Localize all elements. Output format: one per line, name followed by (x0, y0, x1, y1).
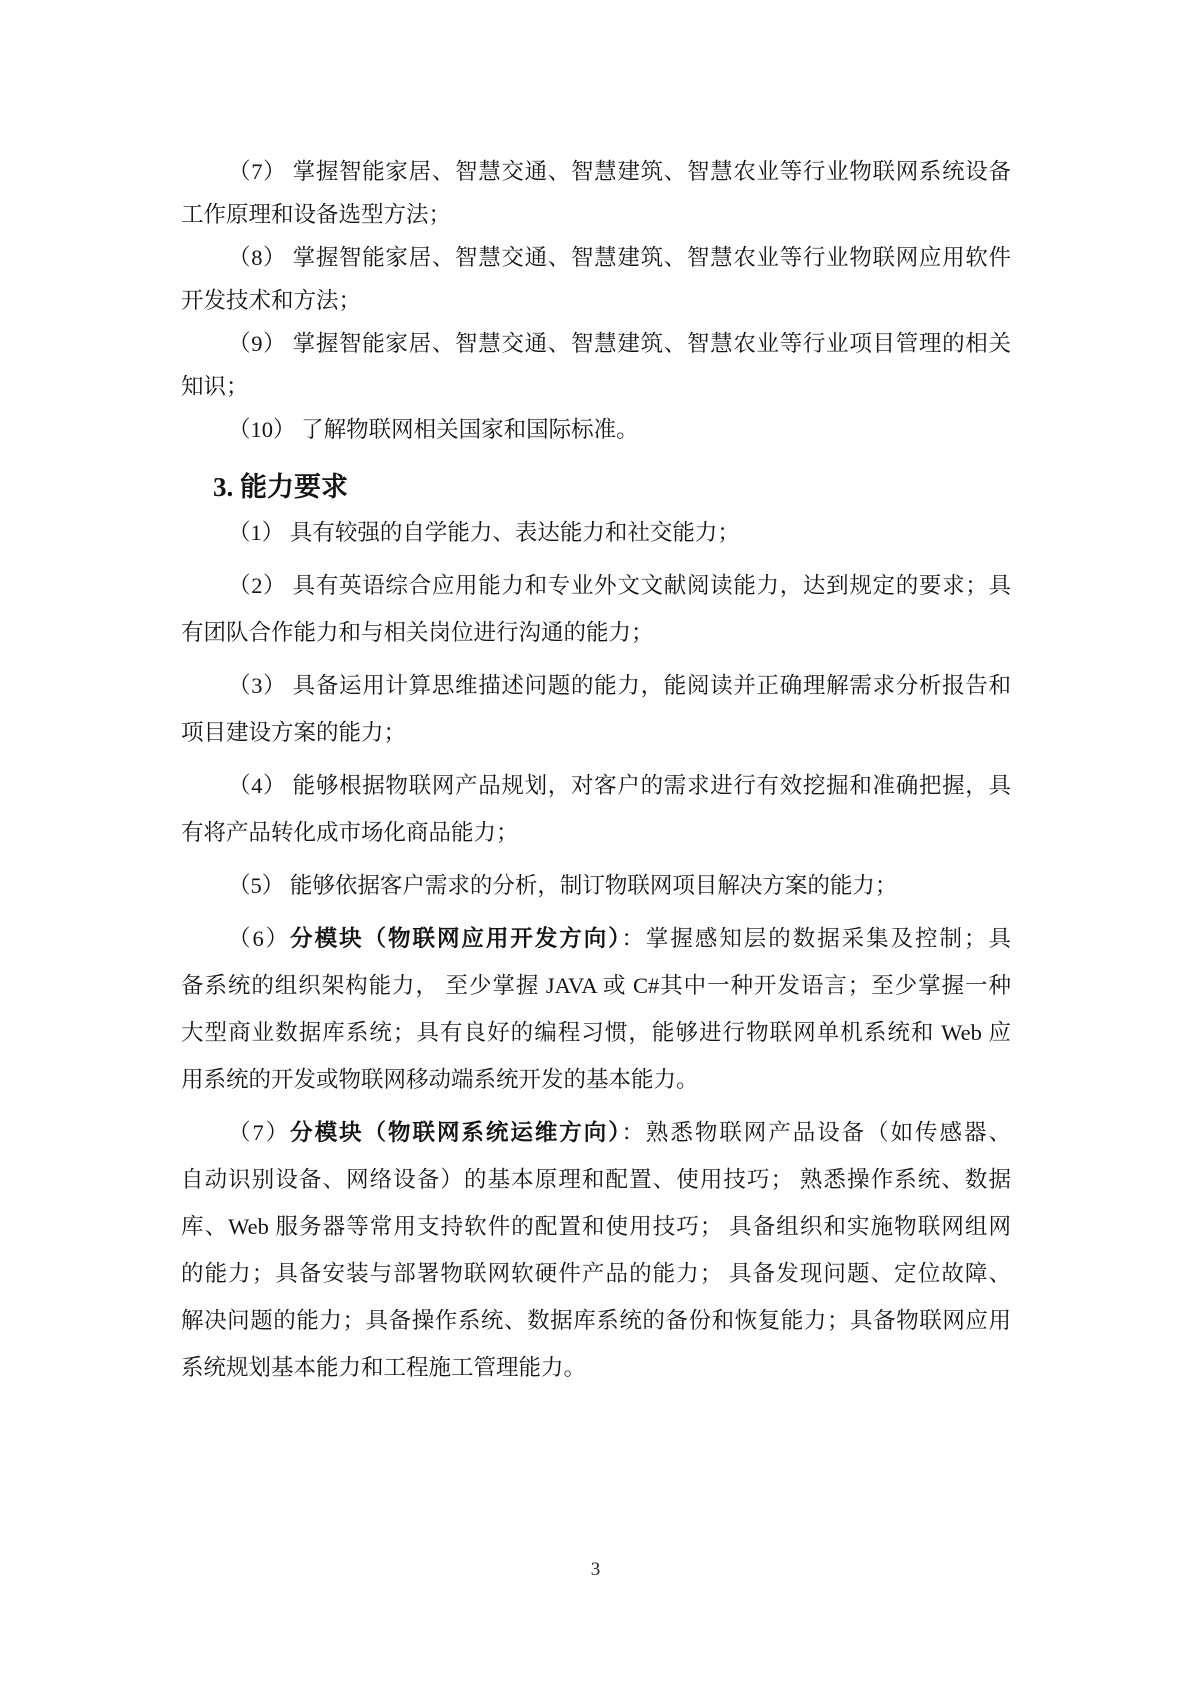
text-line: （1） 具有较强的自学能力、表达能力和社交能力； (228, 520, 740, 545)
text-line: 备系统的组织架构能力， 至少掌握 JAVA 或 C#其中一种开发语言；至少掌握一种 (181, 973, 1011, 998)
ability-item-7 (181, 1109, 1011, 1391)
text-line: 的能力；具备安装与部署物联网软硬件产品的能力； 具备发现问题、定位故障、 (181, 1261, 1011, 1286)
text-run: ：掌握感知层的数据采集及控制；具 (621, 926, 1011, 951)
section-heading: 3. 能力要求 (213, 472, 348, 502)
text-line (181, 1109, 1011, 1156)
page-number: 3 (590, 1559, 601, 1580)
text-line: 库、Web 服务器等常用支持软件的配置和使用技巧； 具备组织和实施物联网组网 (181, 1214, 1011, 1239)
ability-item-6 (181, 915, 1011, 1103)
knowledge-item-7 (181, 150, 1011, 236)
ability-section (181, 509, 1011, 1391)
text-run: ：熟悉物联网产品设备（如传感器、 (621, 1120, 1011, 1145)
text-line: （9） 掌握智能家居、智慧交通、智慧建筑、智慧农业等行业项目管理的相关 (228, 331, 1011, 356)
text-line: 有将产品转化成市场化商品能力； (181, 820, 519, 845)
text-line: 自动识别设备、网络设备）的基本原理和配置、使用技巧； 熟悉操作系统、数据 (181, 1167, 1011, 1192)
text-line: （7） 掌握智能家居、智慧交通、智慧建筑、智慧农业等行业物联网系统设备 (228, 159, 1011, 184)
text-line: （2） 具有英语综合应用能力和专业外文文献阅读能力，达到规定的要求；具 (228, 573, 1011, 598)
ability-item-4 (181, 762, 1011, 856)
ability-item-1 (181, 509, 1011, 556)
ability-item-3 (181, 662, 1011, 756)
document-body (181, 150, 1011, 1391)
text-line: 有团队合作能力和与相关岗位进行沟通的能力； (181, 620, 654, 645)
text-line: （3） 具备运用计算思维描述问题的能力，能阅读并正确理解需求分析报告和 (228, 673, 1011, 698)
knowledge-item-10 (181, 408, 1011, 451)
text-line: 大型商业数据库系统；具有良好的编程习惯，能够进行物联网单机系统和 Web 应 (181, 1020, 1011, 1045)
text-line: （10） 了解物联网相关国家和国际标准。 (228, 417, 639, 442)
text-line: 用系统的开发或物联网移动端系统开发的基本能力。 (181, 1067, 699, 1092)
text-line: 开发技术和方法； (181, 288, 362, 313)
module-label: 分模块（物联网系统运维方向） (290, 1120, 622, 1145)
text-line: 工作原理和设备选型方法； (181, 202, 452, 227)
text-line (181, 915, 1011, 962)
ability-item-5 (181, 862, 1011, 909)
text-line: 系统规划基本能力和工程施工管理能力。 (181, 1355, 587, 1380)
text-line: 知识； (181, 374, 249, 399)
item-number: （7） (228, 1120, 291, 1145)
ability-item-2 (181, 562, 1011, 656)
item-number: （6） (228, 926, 291, 951)
text-line: （4） 能够根据物联网产品规划，对客户的需求进行有效挖掘和准确把握，具 (228, 773, 1011, 798)
module-label: 分模块（物联网应用开发方向） (290, 926, 622, 951)
text-line: 项目建设方案的能力； (181, 720, 407, 745)
text-line: 解决问题的能力；具备操作系统、数据库系统的备份和恢复能力；具备物联网应用 (181, 1308, 1011, 1333)
knowledge-item-8 (181, 236, 1011, 322)
text-line: （8） 掌握智能家居、智慧交通、智慧建筑、智慧农业等行业物联网应用软件 (228, 245, 1011, 270)
knowledge-item-9 (181, 322, 1011, 408)
text-line: （5） 能够依据客户需求的分析，制订物联网项目解决方案的能力； (228, 873, 898, 898)
